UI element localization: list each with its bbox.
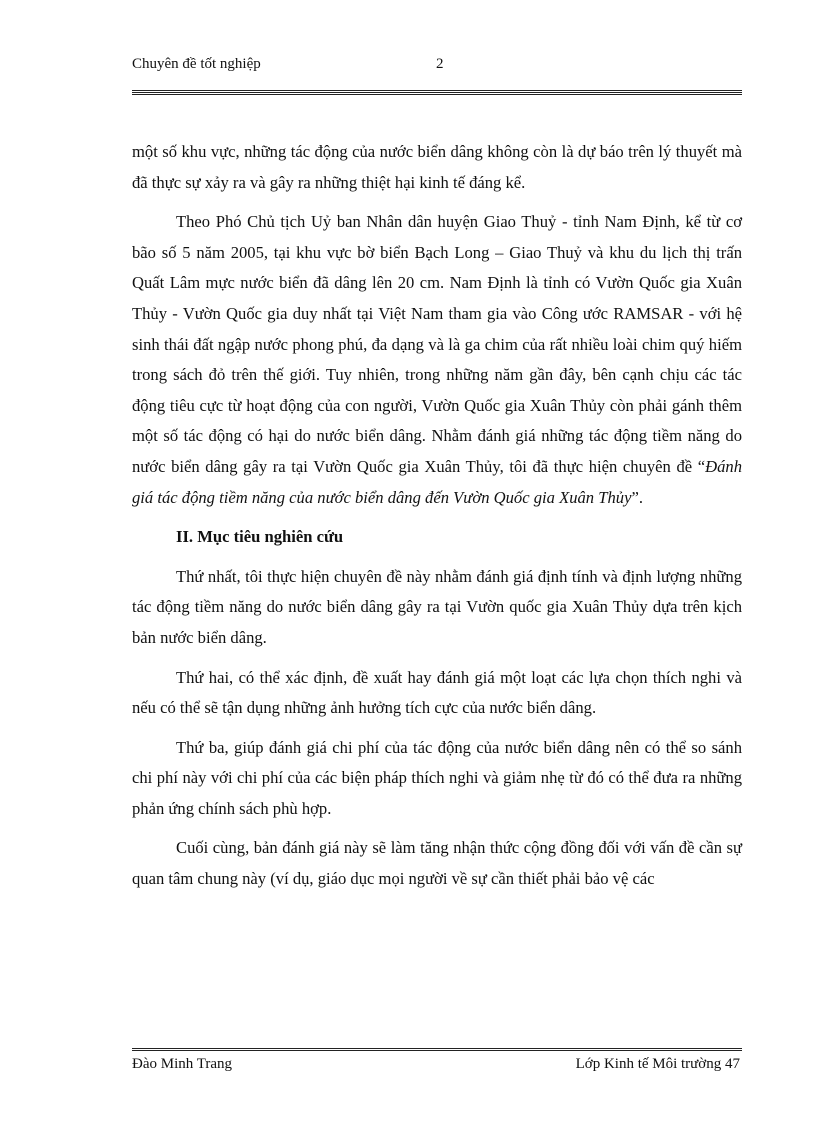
paragraph-objective-2: Thứ hai, có thể xác định, đề xuất hay đánh giá một loạt các lựa chọn thích nghi và nếu có thể sẽ tận dụng những ảnh hưởng tích cực của nước biển dâng. <box>132 667 742 718</box>
paragraph-text: Theo Phó Chủ tịch Uỷ ban Nhân dân huyện Giao Thuỷ - tỉnh Nam Định, kể từ cơ bão số 5 năm 2005, tại khu vực bờ biển Bạch Long – Giao Thuỷ và khu du lịch thị trấn Quất Lâm mực nước biển đã dâng lên 20 cm. Nam Định là tỉnh có Vườn Quốc gia Xuân Thủy - Vườn Quốc gia duy nhất tại Việt Nam tham gia vào Công ước RAMSAR - với hệ sinh thái đất ngập nước phong phú, đa dạng và là ga chim của rất nhiều loài chim quý hiếm trong sách đỏ trên thế giới. Tuy nhiên, trong những năm gần đây, bên cạnh chịu các tác động tiêu cực từ hoạt động của con người, Vườn Quốc gia Xuân Thủy còn phải gánh thêm một số tác động có hại do nước biển dâng. Nhằm đánh giá những tác động tiềm năng do nước biển dâng gây ra tại Vườn Quốc gia Xuân Thủy, tôi đã thực hiện chuyên đề “ <box>132 212 742 476</box>
page-footer <box>132 1054 742 1076</box>
header-title: Chuyên đề tốt nghiệp <box>132 56 261 72</box>
thesis-title: Đánh giá tác động tiềm năng của nước biển dâng đến Vườn Quốc gia Xuân Thủy <box>132 456 742 507</box>
paragraph-end: ”. <box>631 487 643 507</box>
footer-class: Lớp Kinh tế Môi trường 47 <box>575 1056 740 1072</box>
page-number: 2 <box>436 56 444 72</box>
header-divider <box>132 90 742 96</box>
page-header <box>132 54 742 78</box>
footer-divider <box>132 1048 742 1051</box>
document-body <box>132 137 742 904</box>
paragraph-continued: một số khu vực, những tác động của nước biển dâng không còn là dự báo trên lý thuyết mà đã thực sự xảy ra và gây ra những thiệt hại kinh tế đáng kể. <box>132 142 742 192</box>
paragraph-giao-thuy <box>132 207 742 513</box>
footer-author: Đào Minh Trang <box>132 1056 233 1072</box>
section-heading: II. Mục tiêu nghiên cứu <box>176 527 344 547</box>
paragraph-objective-1: Thứ nhất, tôi thực hiện chuyên đề này nhằm đánh giá định tính và định lượng những tác động tiềm năng do nước biển dâng gây ra tại Vườn quốc gia Xuân Thủy dựa trên kịch bản nước biển dâng. <box>132 566 742 647</box>
paragraph-objective-4: Cuối cùng, bản đánh giá này sẽ làm tăng nhận thức cộng đồng đối với vấn đề cần sự quan tâm chung này (ví dụ, giáo dục mọi người về sự cần thiết phải bảo vệ các <box>132 838 742 889</box>
paragraph-objective-3: Thứ ba, giúp đánh giá chi phí của tác động của nước biển dâng nên có thể so sánh chi phí này với chi phí của các biện pháp thích nghi và giảm nhẹ từ đó có thể đưa ra những phản ứng chính sách phù hợp. <box>132 737 742 818</box>
